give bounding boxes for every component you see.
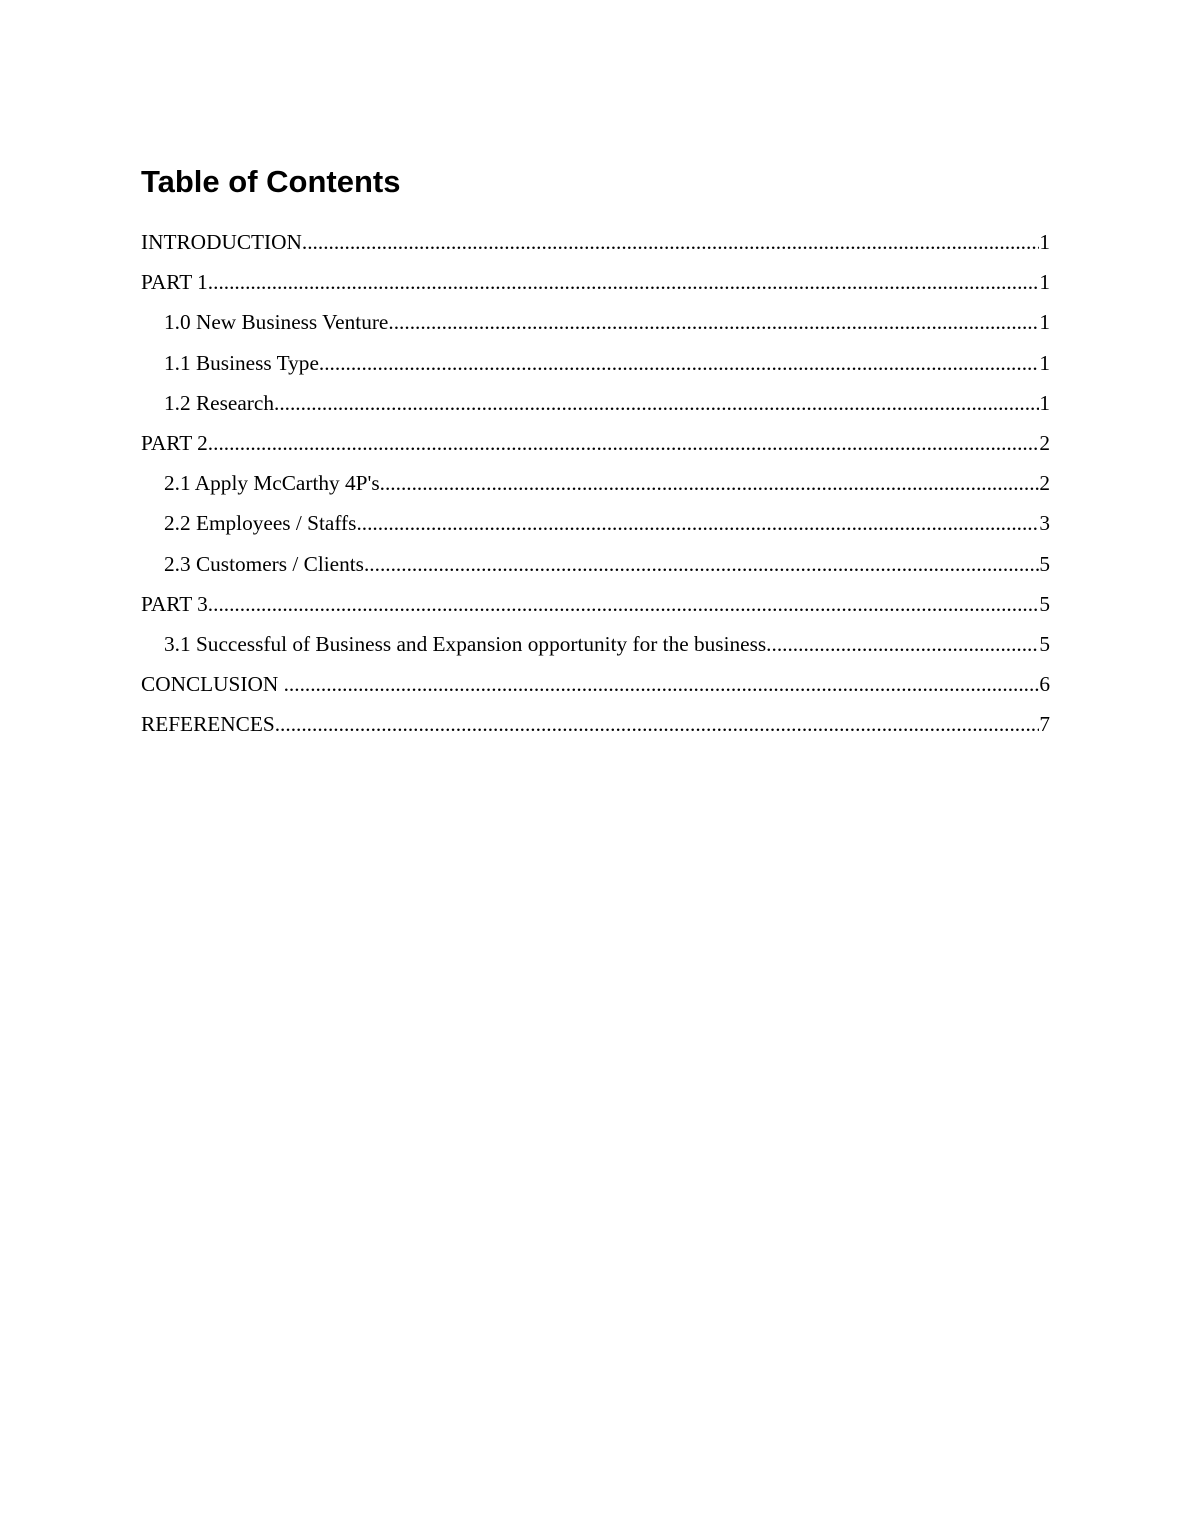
toc-dot-leader (284, 668, 1040, 700)
toc-entry-part-1[interactable] (141, 266, 1050, 306)
toc-entry-title: 2.3 Customers / Clients (164, 551, 364, 576)
toc-dot-leader (364, 548, 1039, 580)
toc-entry-title: INTRODUCTION (141, 230, 302, 254)
toc-entry-title: 1.1 Business Type (164, 350, 319, 375)
toc-entry-page: 2 (1039, 471, 1050, 496)
toc-entry-title: 1.0 New Business Venture (164, 310, 389, 335)
toc-entry-page: 1 (1039, 350, 1050, 375)
toc-entry-part-3[interactable] (141, 588, 1050, 628)
toc-entry-title: REFERENCES (141, 712, 275, 737)
toc-entry-1-1[interactable] (141, 347, 1050, 387)
toc-entry-title: 1.2 Research (164, 390, 274, 415)
toc-entry-part-2[interactable] (141, 427, 1050, 467)
toc-entry-page: 1 (1039, 270, 1050, 295)
toc-entry-2-3[interactable] (141, 548, 1050, 588)
toc-dot-leader (208, 588, 1040, 620)
toc-entry-conclusion[interactable] (141, 668, 1050, 708)
toc-dot-leader (319, 347, 1039, 379)
toc-entry-title: PART 2 (141, 430, 208, 455)
toc-entry-3-1[interactable] (141, 628, 1050, 668)
toc-entry-title: CONCLUSION (141, 672, 284, 697)
toc-entry-1-2[interactable] (141, 387, 1050, 427)
toc-entry-page: 5 (1039, 591, 1050, 616)
toc-dot-leader (275, 708, 1040, 740)
toc-entry-title: 2.2 Employees / Staffs (164, 511, 357, 536)
table-of-contents (141, 226, 1050, 748)
toc-entry-title: PART 3 (141, 591, 208, 616)
toc-entry-introduction[interactable] (141, 226, 1050, 266)
toc-dot-leader (302, 226, 1039, 258)
toc-dot-leader (208, 266, 1040, 298)
toc-entry-title: 3.1 Successful of Business and Expansion opportunity for the business (164, 631, 767, 656)
toc-entry-1-0[interactable] (141, 306, 1050, 346)
toc-entry-page: 5 (1039, 631, 1050, 656)
toc-dot-leader (380, 467, 1040, 499)
toc-entry-page: 2 (1039, 430, 1050, 455)
toc-entry-page: 6 (1039, 672, 1050, 697)
toc-title: Table of Contents (141, 164, 401, 199)
toc-entry-2-2[interactable] (141, 507, 1050, 547)
toc-entry-page: 7 (1039, 712, 1050, 737)
toc-entry-page: 1 (1039, 310, 1050, 335)
toc-dot-leader (766, 628, 1039, 660)
toc-dot-leader (388, 306, 1039, 338)
toc-entry-page: 1 (1039, 390, 1050, 415)
toc-dot-leader (274, 387, 1039, 419)
toc-entry-references[interactable] (141, 708, 1050, 748)
toc-entry-2-1[interactable] (141, 467, 1050, 507)
toc-dot-leader (356, 507, 1039, 539)
toc-entry-title: 2.1 Apply McCarthy 4P's (164, 471, 380, 496)
toc-dot-leader (208, 427, 1040, 459)
toc-entry-page: 1 (1039, 230, 1050, 254)
toc-entry-title: PART 1 (141, 270, 208, 295)
toc-entry-page: 3 (1039, 511, 1050, 536)
toc-entry-page: 5 (1039, 551, 1050, 576)
